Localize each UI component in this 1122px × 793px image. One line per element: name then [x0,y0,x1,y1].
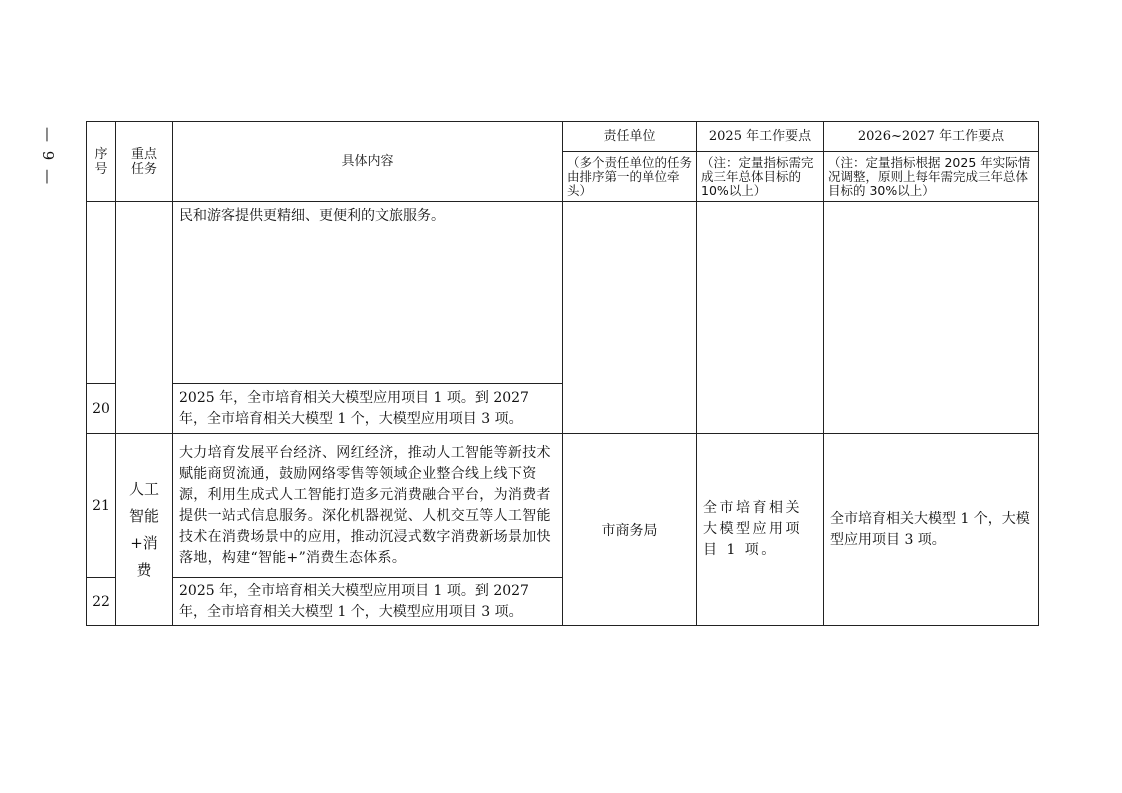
header-task: 重点任务 [116,122,173,202]
plan-2025-cell-empty [697,202,824,434]
plan-2026-cell-empty [824,202,1039,434]
header-unit: 责任单位 [563,122,697,152]
content-cell: 大力培育发展平台经济、网红经济，推动人工智能等新技术赋能商贸流通，鼓励网络零售等领域企业整合线上线下资源，利用生成式人工智能打造多元消费融合平台，为消费者提供一站式信息服务。深化机器视觉、人机交互等人工智能技术在消费场景中的应用，推动沉浸式数字消费新场景加快落地，构建“智能+”消费生态体系。 [173,434,563,578]
header-content: 具体内容 [173,122,563,202]
unit-cell: 市商务局 [563,434,697,626]
header-unit-note: （多个责任单位的任务由排序第一的单位牵头） [563,152,697,202]
header-seq: 序号 [87,122,116,202]
header-2026-note: （注：定量指标根据 2025 年实际情况调整，原则上每年需完成三年总体目标的 30%以上） [824,152,1039,202]
plan-2025-cell: 全市培育相关大模型应用项目 1 项。 [697,434,824,626]
table-row [87,202,1039,384]
unit-cell-empty [563,202,697,434]
header-2025: 2025 年工作要点 [697,122,824,152]
page-number: — 9 — [39,127,57,187]
seq-cell: 21 [87,434,116,578]
header-2025-note: （注：定量指标需完成三年总体目标的 10%以上） [697,152,824,202]
seq-cell: 20 [87,384,116,434]
task-cell: 人工智能+消费 [116,434,173,626]
work-plan-table [86,121,1039,626]
content-cell: 2025 年，全市培育相关大模型应用项目 1 项。到 2027 年，全市培育相关大模型 1 个，大模型应用项目 3 项。 [173,384,563,434]
seq-cell: 22 [87,578,116,626]
content-cell: 2025 年，全市培育相关大模型应用项目 1 项。到 2027 年，全市培育相关大模型 1 个，大模型应用项目 3 项。 [173,578,563,626]
plan-2026-cell: 全市培育相关大模型 1 个，大模型应用项目 3 项。 [824,434,1039,626]
header-2026: 2026~2027 年工作要点 [824,122,1039,152]
header-row [87,122,1039,152]
content-cell: 民和游客提供更精细、更便利的文旅服务。 [173,202,563,384]
task-cell-empty [116,202,173,434]
table-row [87,434,1039,578]
seq-cell-empty [87,202,116,384]
